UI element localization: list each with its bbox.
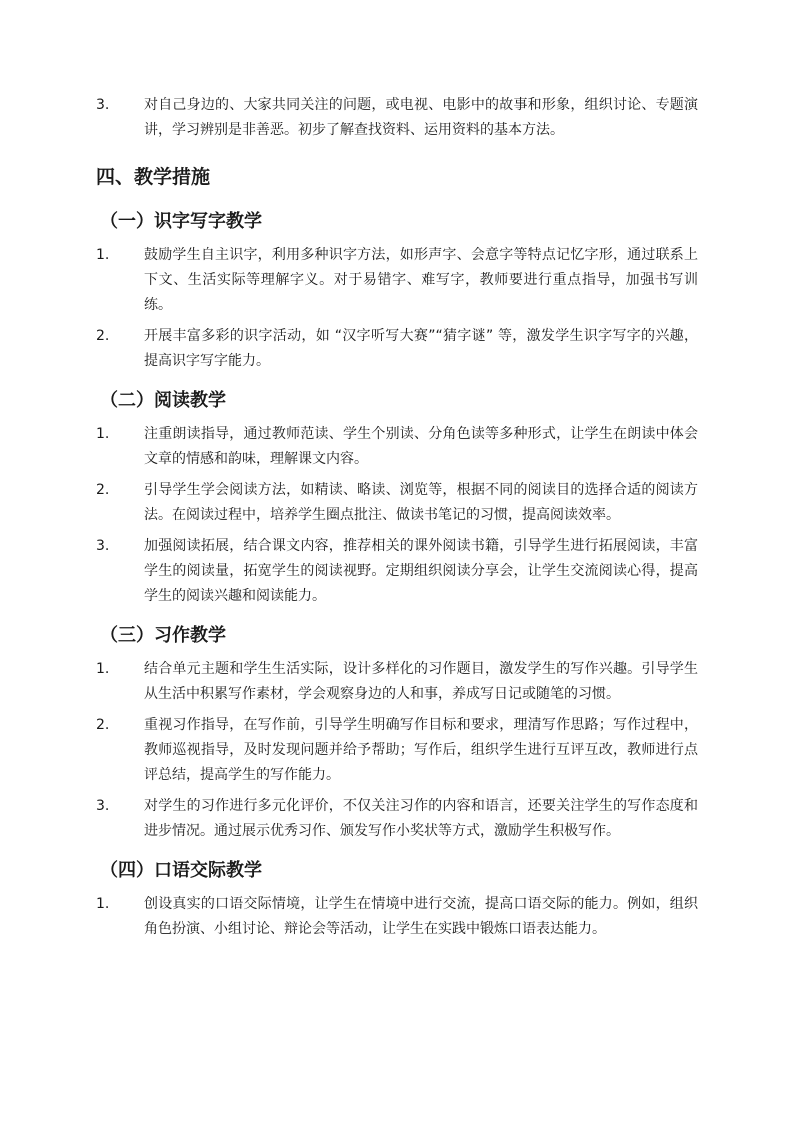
list-number: 1. [96,896,110,912]
list-text: 对自己身边的、大家共同关注的问题，或电视、电影中的故事和形象，组织讨论、专题演讲，学习辨别是非善恶。初步了解查找资料、运用资料的基本方法。 [144,97,698,138]
list-number: 1. [96,661,110,677]
list-number: 3. [96,798,110,814]
list-text: 鼓励学生自主识字，利用多种识字方法，如形声字、会意字等特点记忆字形，通过联系上下文、生活实际等理解字义。对于易错字、难写字，教师要进行重点指导，加强书写训练。 [144,247,698,313]
list-number: 2. [96,717,110,733]
list-text: 结合单元主题和学生生活实际，设计多样化的习作题目，激发学生的写作兴趣。引导学生从生活中积累写作素材，学会观察身边的人和事，养成写日记或随笔的习惯。 [144,661,698,702]
list-text: 引导学生学会阅读方法，如精读、略读、浏览等，根据不同的阅读目的选择合适的阅读方法。在阅读过程中，培养学生圈点批注、做读书笔记的习惯，提高阅读效率。 [144,482,698,523]
list-text: 创设真实的口语交际情境，让学生在情境中进行交流，提高口语交际的能力。例如，组织角色扮演、小组讨论、辩论会等活动，让学生在实践中锻炼口语表达能力。 [144,896,698,937]
list-item [96,93,698,143]
list-text: 重视习作指导，在写作前，引导学生明确写作目标和要求，理清写作思路；写作过程中，教师巡视指导，及时发现问题并给予帮助；写作后，组织学生进行互评互改，教师进行点评总结，提高学生的写作能力。 [144,717,698,783]
list-item [96,324,698,374]
list-number: 1. [96,426,110,442]
list-item [96,534,698,609]
list-item [96,478,698,528]
list-text: 开展丰富多彩的识字活动，如 “汉字听写大赛”“猜字谜” 等，激发学生识字写字的兴趣，提高识字写字能力。 [144,328,698,369]
subsection-title: （一）识字写字教学 [100,211,262,232]
list-number: 1. [96,247,110,263]
list-item [96,657,698,707]
list-item [96,713,698,788]
subsection-title: （三）习作教学 [100,625,226,646]
list-text: 注重朗读指导，通过教师范读、学生个别读、分角色读等多种形式，让学生在朗读中体会文章的情感和韵味，理解课文内容。 [144,426,698,467]
list-text: 对学生的习作进行多元化评价，不仅关注习作的内容和语言，还要关注学生的写作态度和进步情况。通过展示优秀习作、颁发写作小奖状等方式，激励学生积极写作。 [144,798,698,839]
list-item [96,422,698,472]
section-heading: 四、教学措施 [96,166,211,188]
subsection-title: （二）阅读教学 [100,390,226,411]
list-number: 3. [96,97,110,113]
list-item [96,892,698,942]
list-number: 2. [96,328,110,344]
list-number: 3. [96,538,110,554]
list-number: 2. [96,482,110,498]
list-item [96,794,698,844]
list-text: 加强阅读拓展，结合课文内容，推荐相关的课外阅读书籍，引导学生进行拓展阅读，丰富学生的阅读量，拓宽学生的阅读视野。定期组织阅读分享会，让学生交流阅读心得，提高学生的阅读兴趣和阅读能力。 [144,538,698,604]
subsection-title: （四）口语交际教学 [100,860,262,881]
list-item [96,243,698,318]
